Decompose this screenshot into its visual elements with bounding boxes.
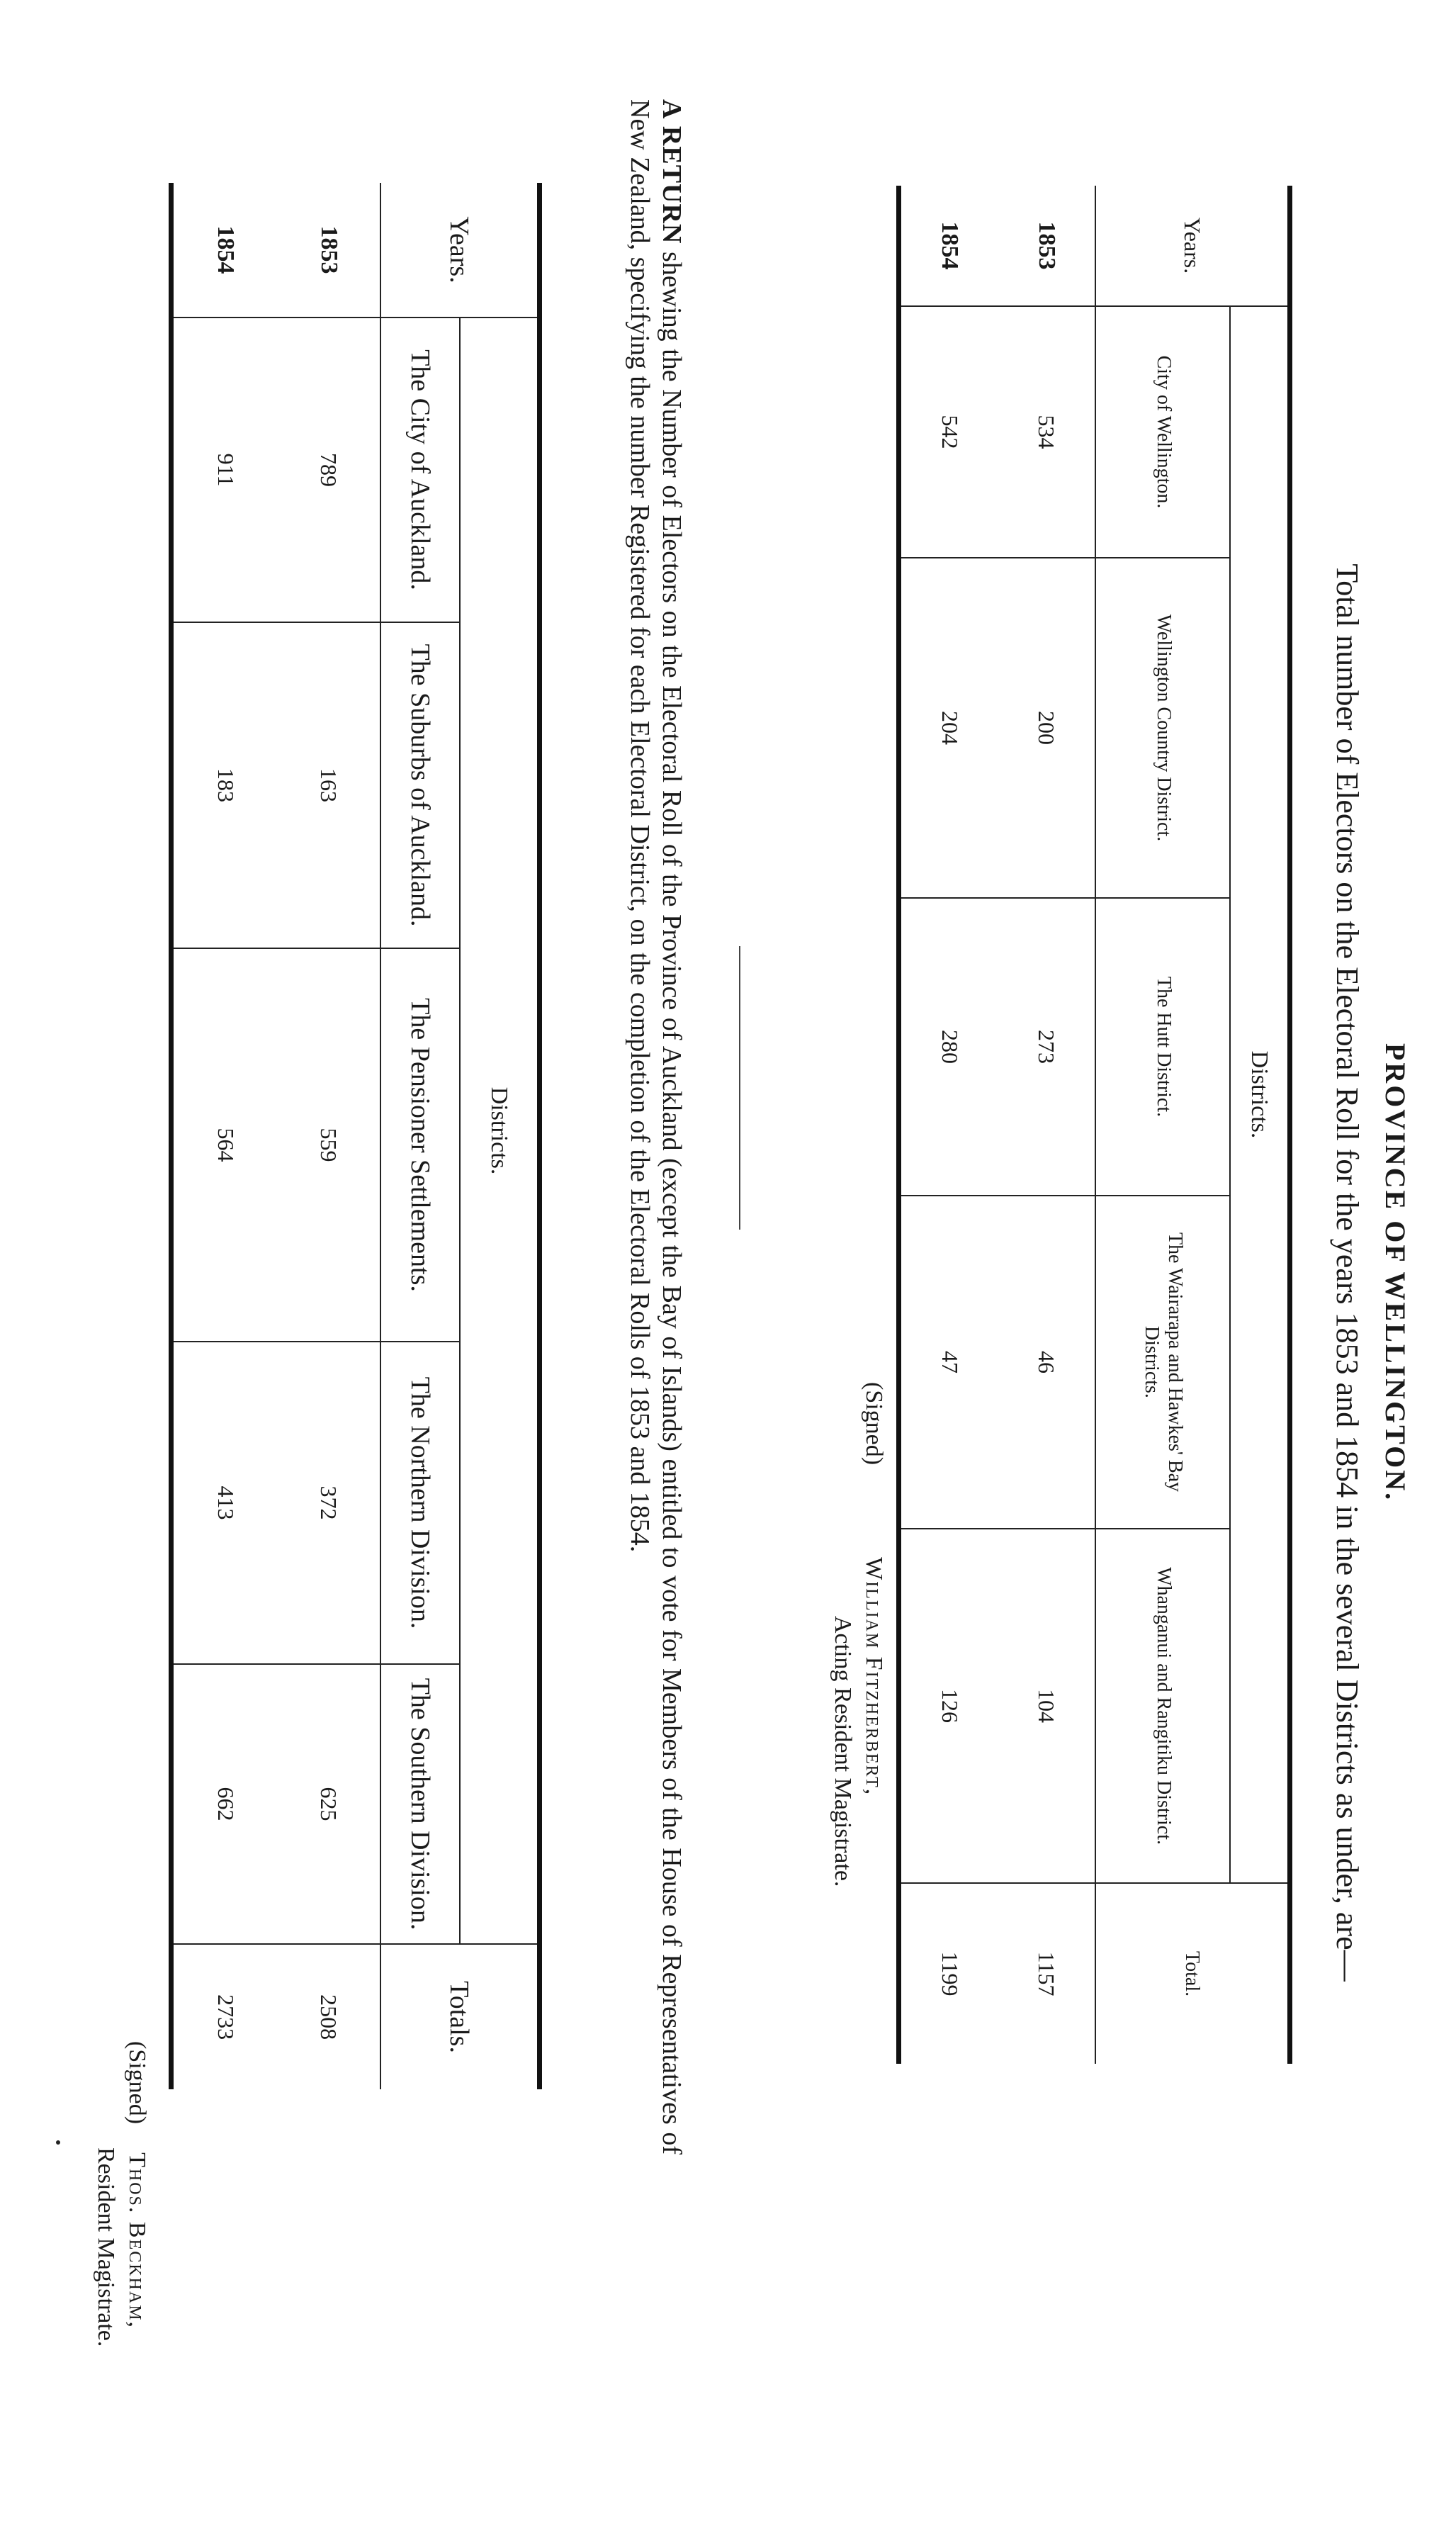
year-cell: 1854	[213, 225, 239, 274]
year-cell: 1853	[316, 225, 342, 274]
value-cell: 534	[998, 306, 1096, 558]
ink-speck	[56, 2140, 60, 2145]
value-cell: 625	[278, 1664, 381, 1944]
value-cell: 163	[278, 622, 381, 948]
value-cell: 559	[278, 948, 381, 1342]
column-header: The Hutt District.	[1096, 898, 1231, 1196]
table-row	[171, 183, 278, 2089]
signatory-name: William Fitzherbert,	[861, 1557, 887, 1797]
wellington-electors-table	[896, 186, 1292, 2064]
auckland-electors-table	[169, 183, 542, 2089]
year-cell: 1854	[937, 221, 964, 270]
year-cell: 1853	[1034, 221, 1060, 270]
value-cell: 542	[899, 306, 998, 558]
value-cell: 200	[998, 558, 1096, 898]
column-header: The Northern Division.	[381, 1342, 461, 1664]
column-header: City of Wellington.	[1096, 306, 1231, 558]
column-header: The Pensioner Settlements.	[381, 948, 461, 1342]
value-cell: 46	[998, 1196, 1096, 1529]
column-header: The Wairarapa and Hawkes' Bay Districts.	[1096, 1196, 1231, 1529]
signed-label: (Signed)	[861, 1382, 887, 1466]
table-row	[899, 186, 998, 2064]
column-header: Whanganui and Rangitiku District.	[1096, 1529, 1231, 1883]
signatory-title: Acting Resident Magistrate.	[829, 1616, 856, 1887]
page-title: PROVINCE OF WELLINGTON.	[1379, 1043, 1411, 1502]
value-cell: 280	[899, 898, 998, 1196]
auckland-return-heading	[623, 99, 687, 2154]
value-cell: 273	[998, 898, 1096, 1196]
years-header: Years.	[1096, 186, 1290, 306]
districts-header: Districts.	[461, 318, 540, 1944]
value-cell: 104	[998, 1529, 1096, 1883]
value-cell: 126	[899, 1529, 998, 1883]
column-header: Wellington Country District.	[1096, 558, 1231, 898]
table-row	[278, 183, 381, 2089]
separator-rule	[739, 946, 740, 1230]
table-row	[998, 186, 1096, 2064]
heading-lead: A RETURN	[657, 99, 687, 245]
value-cell: 564	[171, 948, 278, 1342]
total-cell: 1157	[998, 1883, 1096, 2064]
total-cell: 2733	[171, 1944, 278, 2089]
total-cell: 2508	[278, 1944, 381, 2089]
wellington-signature-block	[827, 1382, 889, 2020]
value-cell: 183	[171, 622, 278, 948]
value-cell: 911	[171, 318, 278, 622]
value-cell: 413	[171, 1342, 278, 1664]
column-header: The Suburbs of Auckland.	[381, 622, 461, 948]
signed-label: (Signed)	[124, 2041, 150, 2125]
value-cell: 662	[171, 1664, 278, 1944]
auckland-signature-block	[90, 2041, 152, 2537]
value-cell: 789	[278, 318, 381, 622]
signatory-name: Thos. Beckham,	[124, 2152, 150, 2330]
page-subtitle: Total number of Electors on the Electoral Roll for the years 1853 and 1854 in the several Districts as under, are—	[1330, 563, 1365, 1982]
years-header: Years.	[381, 183, 540, 318]
total-cell: 1199	[899, 1883, 998, 2064]
signatory-title: Resident Magistrate.	[92, 2147, 119, 2347]
value-cell: 372	[278, 1342, 381, 1664]
column-header: The City of Auckland.	[381, 318, 461, 622]
heading-text: shewing the Number of Electors on the Electoral Roll of the Province of Auckland (except the Bay of Islands) entitled to vote for Members of the House of Representatives of New Zealand, specifying the number Registered for each Electoral District, on the completion of the Electoral Rolls of 1853 and 1854.	[625, 99, 687, 2154]
totals-header: Totals.	[381, 1944, 540, 2089]
total-header: Total.	[1096, 1883, 1290, 2064]
value-cell: 47	[899, 1196, 998, 1529]
districts-header: Districts.	[1231, 306, 1290, 1883]
value-cell: 204	[899, 558, 998, 898]
column-header: The Southern Division.	[381, 1664, 461, 1944]
